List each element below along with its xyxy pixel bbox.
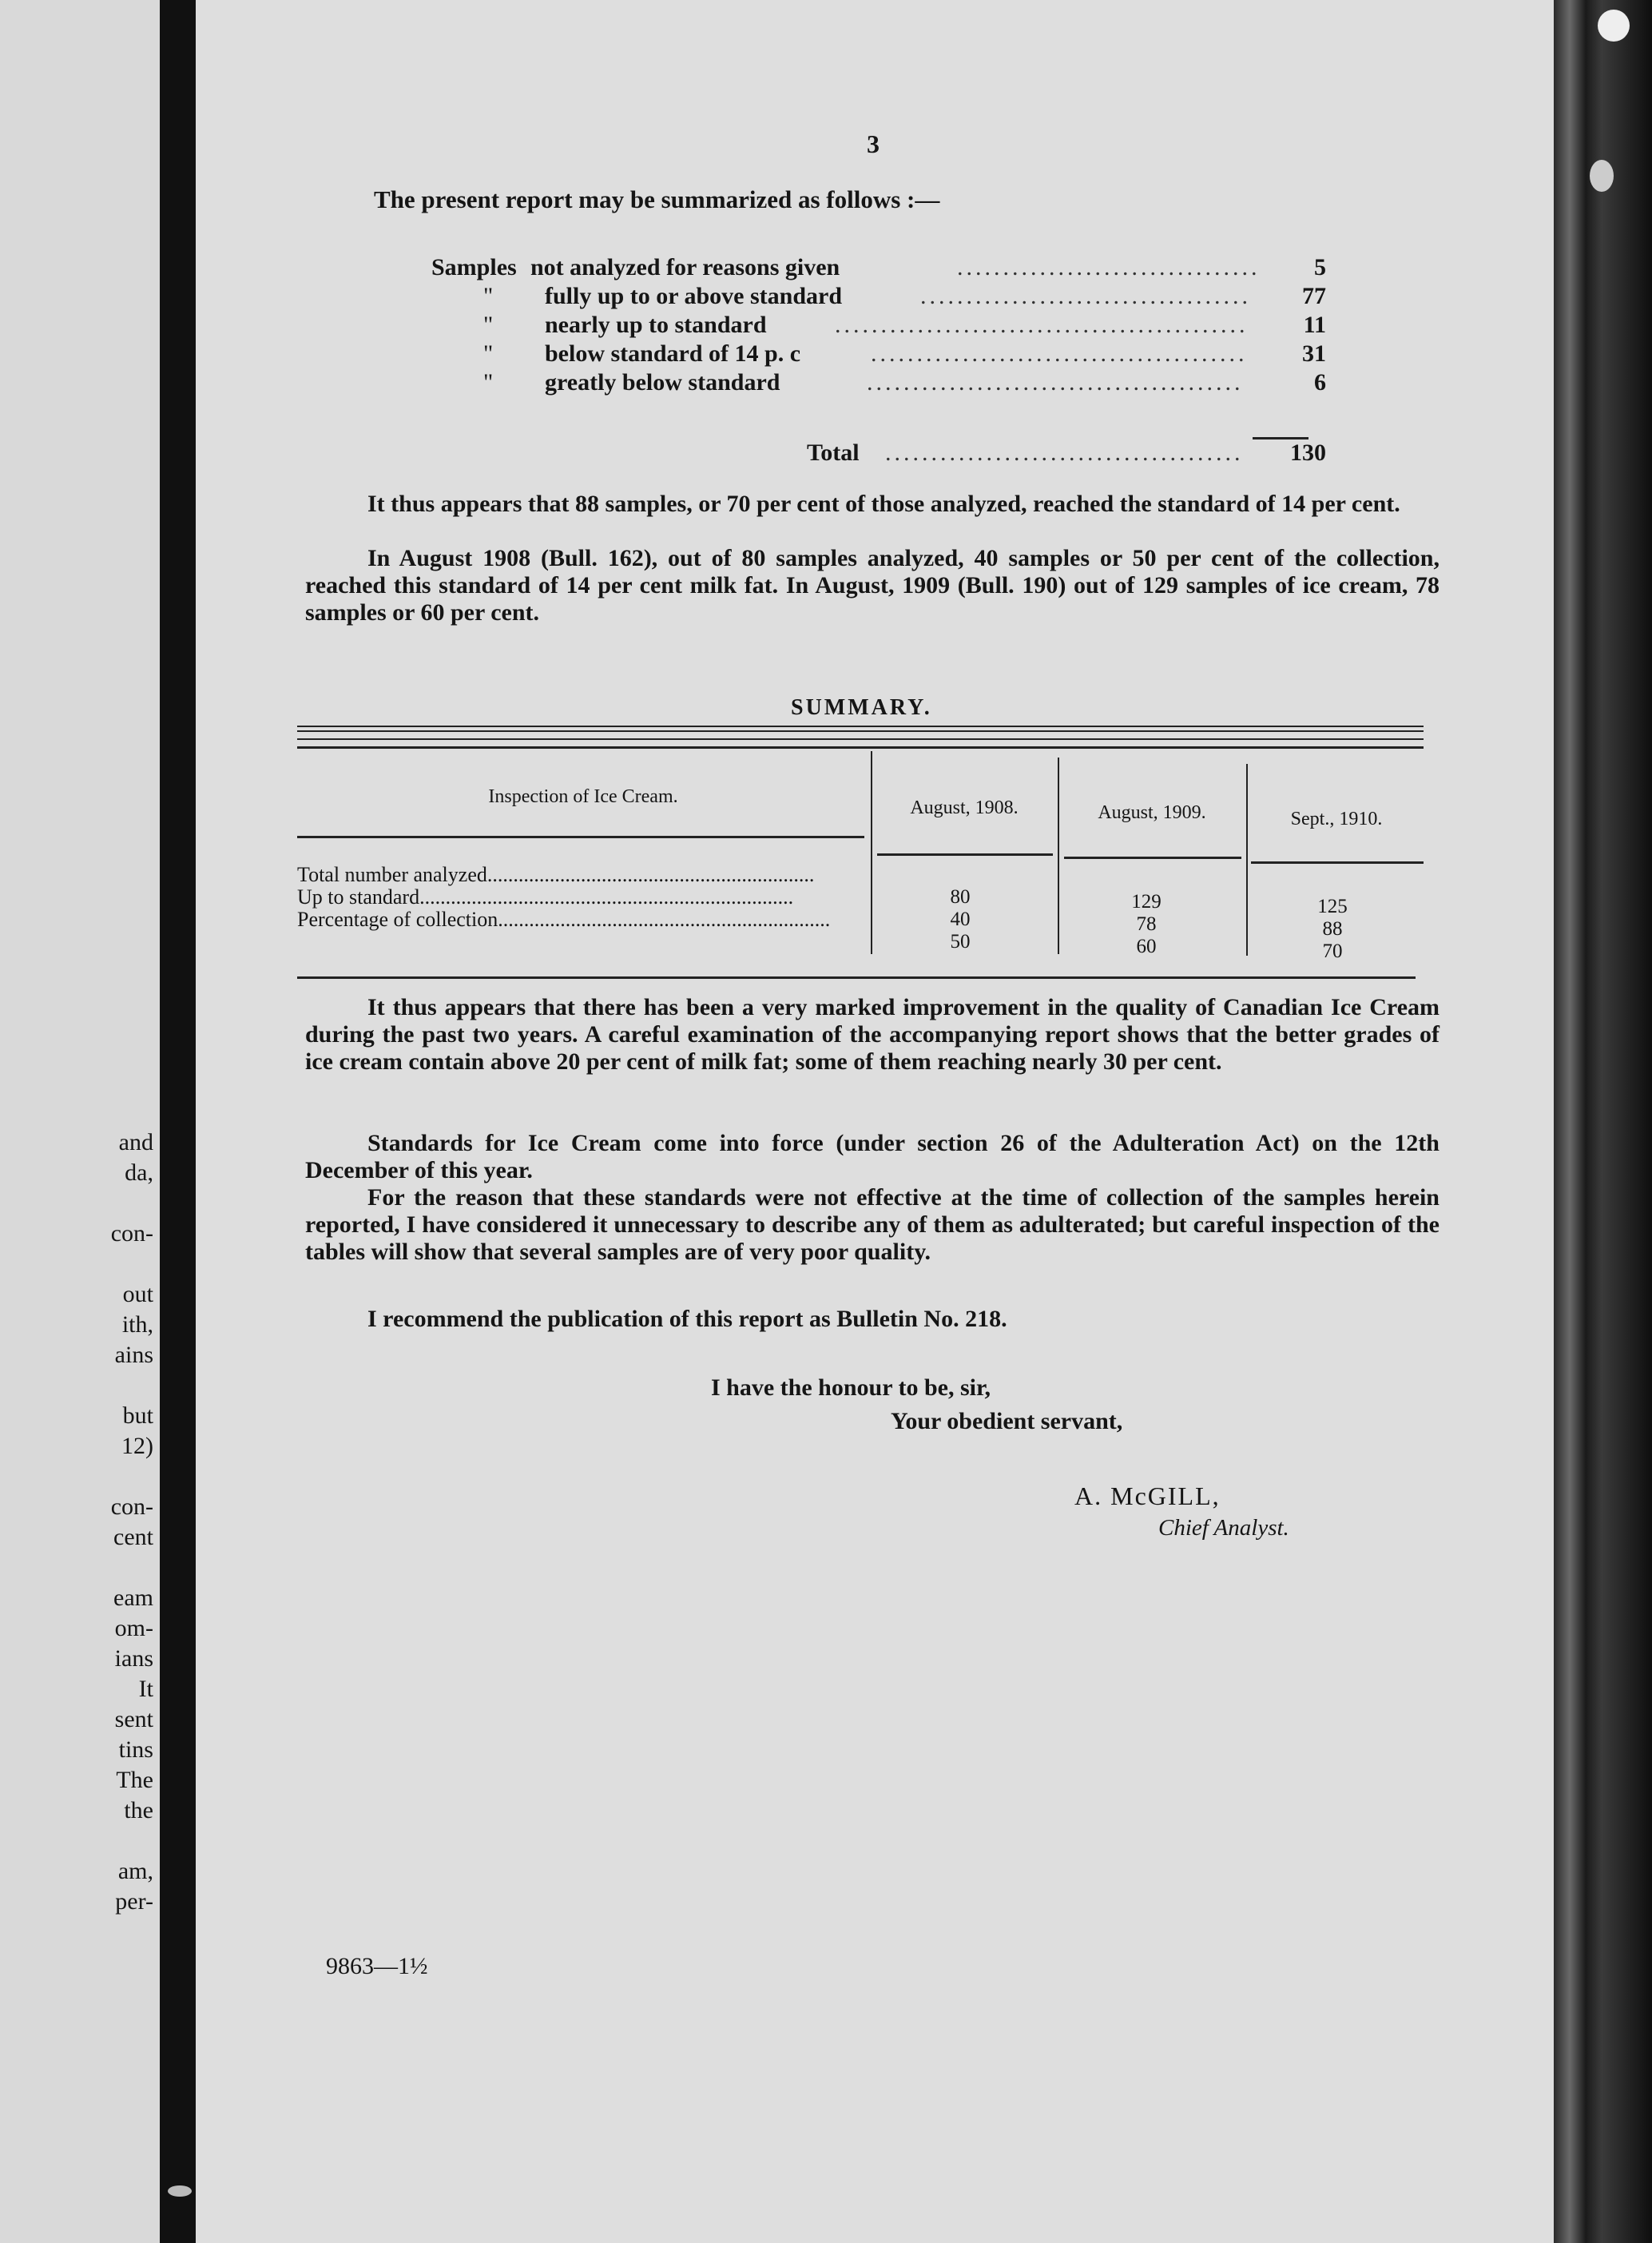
ditto-mark: ": [483, 312, 494, 338]
left-page-fragment: con-: [110, 1493, 153, 1520]
table-cell: 50: [950, 931, 971, 952]
table-row-label: Percentage of collection: [297, 908, 498, 931]
signature-name: A. McGILL,: [1074, 1481, 1221, 1510]
leader-dots: ................................................................: [498, 908, 831, 931]
left-page-fragment: eam: [113, 1585, 153, 1611]
summary-intro: The present report may be summarized as follows :—: [374, 185, 940, 213]
table-header-rule: [1251, 861, 1424, 864]
paragraph-adulteration: [305, 1184, 1440, 1266]
table-row: [297, 908, 856, 932]
scan-speck: [1590, 160, 1614, 192]
paragraph-standards: [305, 1130, 1440, 1184]
left-page-fragment: cent: [113, 1524, 153, 1550]
leader-dots: .................................: [957, 254, 1261, 280]
left-page-fragment: [0, 1250, 160, 1280]
summary-row-label: not analyzed for reasons given: [530, 254, 840, 280]
paragraph-text: Standards for Ice Cream come into force (under section 26 of the Adulteration Act) on the 12th December of this year.: [305, 1130, 1440, 1183]
table-header-rule: [877, 853, 1053, 856]
paragraph-comparison: [305, 545, 1440, 626]
table-row: [297, 885, 856, 909]
summary-row: [431, 369, 1326, 398]
paragraph-text: I recommend the publication of this report as Bulletin No. 218.: [367, 1306, 1007, 1332]
summary-row: [431, 312, 1326, 340]
table-cell: 80: [950, 886, 971, 908]
table-cell: 78: [1136, 913, 1157, 935]
right-page-edge: [1554, 0, 1652, 2243]
left-page-fragment: It: [138, 1676, 153, 1702]
summary-row: [431, 340, 1326, 369]
left-page-fragment: ains: [114, 1342, 153, 1368]
left-page-fragment: and: [118, 1129, 153, 1155]
table-column-header: August, 1908.: [910, 797, 1019, 818]
ditto-mark: ": [483, 283, 494, 309]
ditto-mark: ": [483, 369, 494, 396]
paragraph-text: It thus appears that 88 samples, or 70 per cent of those analyzed, reached the standard of 14 per cent.: [367, 491, 1400, 517]
paragraph-text: It thus appears that there has been a very marked improvement in the quality of Canadian Ice Cream during the past two years. A careful examination of the accompanying report shows that the better grades of ice cream contain above 20 per cent of milk fat; some of them reaching nearly 30 per cent.: [305, 994, 1440, 1075]
paragraph-text: For the reason that these standards were not effective at the time of collection of the samples herein reported, I have considered it unnecessary to describe any of them as adulterated; but careful inspection of the tables will show that several samples are of very poor quality.: [305, 1184, 1440, 1265]
leader-dots: ...............................................................: [486, 863, 815, 886]
ditto-mark: ": [483, 340, 494, 367]
table-row-label: Total number analyzed: [297, 863, 487, 886]
table-top-rule: [297, 738, 1424, 740]
total-value: 130: [1290, 439, 1326, 466]
leader-dots: .........................................: [867, 369, 1244, 396]
table-top-rule: [297, 726, 1424, 727]
page-number: 3: [867, 129, 880, 158]
closing-line: Your obedient servant,: [891, 1408, 1123, 1434]
summary-row-value: 31: [1302, 340, 1326, 367]
summary-row-label: greatly below standard: [545, 369, 780, 396]
table-top-rule: [297, 730, 1424, 732]
table-column-header: August, 1909.: [1098, 802, 1206, 823]
left-page-fragment: [0, 1827, 160, 1857]
left-page-fragment: [0, 1189, 160, 1219]
left-page-fragment: The: [116, 1767, 153, 1793]
table-column-divider: [1058, 758, 1059, 954]
table-cell: 60: [1136, 936, 1157, 957]
left-page-fragment: ians: [114, 1645, 153, 1672]
left-page-fragment: per-: [115, 1888, 153, 1915]
table-header-rule: [1064, 857, 1241, 859]
left-page-fragment: [0, 1462, 160, 1493]
left-page-fragment: ith,: [121, 1311, 153, 1338]
table-top-rule: [297, 746, 1424, 749]
summary-title: SUMMARY.: [791, 695, 932, 720]
table-cell: 88: [1322, 918, 1343, 940]
left-page-fragment: out: [122, 1281, 153, 1307]
table-bottom-rule: [297, 976, 1416, 979]
left-page-fragment: sent: [114, 1706, 153, 1732]
summary-row-value: 6: [1314, 369, 1326, 396]
left-page-fragment: con-: [110, 1220, 153, 1247]
leader-dots: .......................................: [885, 439, 1244, 466]
summary-row: [431, 254, 1326, 283]
summary-row-prefix: Samples: [431, 254, 517, 280]
left-page-edge: [0, 0, 160, 2243]
scan-speck: [168, 2185, 192, 2197]
scan-speck: [1598, 10, 1630, 42]
paragraph-results: [305, 491, 1440, 518]
paragraph-recommendation: [305, 1306, 1440, 1333]
table-cell: 70: [1322, 941, 1343, 962]
table-cell: 40: [950, 909, 971, 930]
book-spine: [160, 0, 196, 2243]
leader-dots: .........................................: [871, 340, 1248, 367]
table-cell: 125: [1317, 896, 1348, 917]
table-column-divider: [871, 751, 872, 954]
paragraph-text: In August 1908 (Bull. 162), out of 80 samples analyzed, 40 samples or 50 per cent of the collection, reached this standard of 14 per cent milk fat. In August, 1909 (Bull. 190) out of 129 samples of ice cream, 78 samples or 60 per cent.: [305, 545, 1440, 626]
leader-dots: ....................................: [920, 283, 1251, 309]
left-page-fragment: the: [124, 1797, 153, 1823]
table-header-label: Inspection of Ice Cream.: [488, 786, 678, 807]
summary-row-value: 5: [1314, 254, 1326, 280]
table-row-label: Up to standard: [297, 885, 420, 909]
closing-line: I have the honour to be, sir,: [711, 1374, 991, 1401]
table-column-divider: [1246, 764, 1248, 956]
summary-row-label: fully up to or above standard: [545, 283, 843, 309]
leader-dots: ........................................................................: [419, 885, 794, 909]
footer-code: 9863—1½: [326, 1953, 428, 1979]
signature-title: Chief Analyst.: [1158, 1515, 1289, 1541]
summary-row-value: 11: [1303, 312, 1326, 338]
left-page-fragment: 12): [121, 1433, 153, 1459]
total-label: Total: [807, 439, 860, 466]
left-page-fragment: tins: [118, 1736, 153, 1763]
left-page-fragment: [0, 1553, 160, 1584]
table-header-rule: [297, 836, 864, 838]
left-page-fragment: [0, 1371, 160, 1402]
total-row: [431, 439, 1326, 468]
paragraph-improvement: [305, 994, 1440, 1076]
summary-row: [431, 283, 1326, 312]
table-cell: 129: [1131, 891, 1162, 913]
left-page-fragment: om-: [114, 1615, 153, 1641]
left-page-fragment: da,: [125, 1159, 153, 1186]
left-page-fragment: am,: [117, 1858, 153, 1884]
summary-row-label: nearly up to standard: [545, 312, 767, 338]
summary-row-value: 77: [1302, 283, 1326, 309]
table-row: [297, 863, 856, 887]
summary-row-label: below standard of 14 p. c: [545, 340, 801, 367]
left-page-fragment: but: [122, 1402, 153, 1429]
table-column-header: Sept., 1910.: [1290, 809, 1383, 829]
left-page-text-fragments: [0, 1128, 160, 1918]
leader-dots: .............................................: [835, 312, 1249, 338]
